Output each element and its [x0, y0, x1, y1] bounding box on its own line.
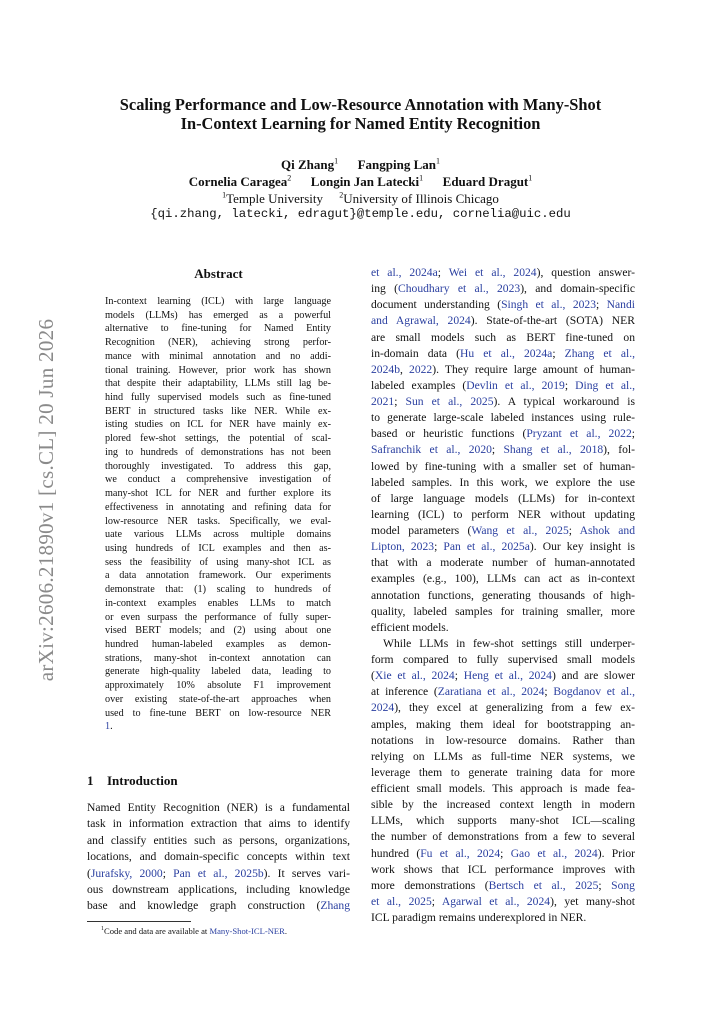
section-number: 1	[87, 773, 94, 788]
title-line: In-Context Learning for Named Entity Recognition	[180, 114, 541, 133]
text-span: ;	[552, 346, 565, 360]
text-line	[105, 501, 331, 515]
text-span: ;	[544, 685, 554, 699]
abstract-heading: Abstract	[194, 266, 243, 281]
text-span: annotation functions, generating thousands of high-	[371, 588, 635, 602]
text-line	[105, 528, 331, 542]
text-span: strations, many-shot in-context annotation can	[105, 652, 331, 664]
citation-link[interactable]: Shang et al., 2018	[503, 443, 604, 457]
text-line	[371, 652, 635, 668]
text-span: the number of demonstrations from a few to several	[371, 830, 635, 844]
text-span: ;	[568, 524, 580, 537]
text-span: ;	[596, 298, 607, 312]
citation-link[interactable]: 2021	[371, 395, 395, 408]
introduction-body-right	[371, 265, 635, 926]
text-span: plored few-shot settings, the potential of scal-	[105, 433, 331, 445]
text-span: .	[110, 721, 113, 733]
text-span: hundred human-labeled examples as demon-	[105, 638, 331, 650]
text-span: learning (ICL) to perform NER without updating	[371, 507, 635, 521]
text-span: thoroughly investigated. To address this gap,	[105, 460, 331, 472]
footnote	[101, 926, 287, 937]
citation-link[interactable]: 2024	[371, 701, 395, 715]
citation-link[interactable]: Wang et al., 2025	[471, 524, 569, 537]
text-line	[105, 377, 331, 391]
text-line	[105, 391, 331, 405]
affil-name: Temple University	[226, 191, 324, 206]
text-span: locations, and domain-specific concepts within text	[87, 850, 350, 864]
citation-link[interactable]: Wei et al., 2024	[448, 266, 537, 279]
text-line	[105, 707, 331, 721]
citation-link[interactable]: 2024b	[371, 362, 400, 376]
text-span: ). Prior	[597, 846, 635, 860]
footnote-rule	[87, 921, 191, 922]
text-span: work shows that ICL performance improves with	[371, 862, 635, 876]
text-span: ;	[598, 878, 612, 892]
text-span: ), and domain-specific	[520, 282, 635, 296]
text-span: in-domain data (	[371, 346, 461, 360]
introduction-body-left	[87, 800, 350, 915]
text-span: or even surpass the performance of fully super-	[105, 611, 331, 623]
text-line	[371, 330, 635, 346]
footnote-mark: 1	[101, 926, 104, 933]
citation-link[interactable]: Song	[611, 878, 635, 892]
text-span: vised BERT models; and (2) using about one	[105, 625, 331, 637]
text-span: sess the feasibility of using many-shot ICL as	[105, 556, 331, 568]
citation-link[interactable]: Pan et al., 2025a	[443, 540, 530, 554]
citation-link[interactable]: Zhang et al.,	[564, 346, 635, 360]
text-line	[105, 487, 331, 501]
text-span: isting studies on ICL for NER have mainly ex-	[105, 419, 331, 431]
text-span: ;	[394, 395, 406, 408]
text-span: LLMs, which supports many-shot ICL—scaling	[371, 814, 635, 828]
text-line	[105, 597, 331, 611]
author-affil-mark: 1	[436, 156, 440, 166]
citation-link[interactable]: Fu et al., 2024	[420, 846, 501, 860]
text-line	[371, 846, 635, 862]
arxiv-identifier: arXiv:2606.21890v1 [cs.CL] 20 Jun 2026	[34, 318, 58, 682]
citation-link[interactable]: Ding et al.,	[575, 378, 635, 392]
text-line	[371, 571, 635, 587]
footnote-text: Code and data are available at	[104, 926, 210, 936]
text-line	[105, 556, 331, 570]
text-span: and classify entities such as persons, organizations,	[87, 833, 350, 847]
text-span: hundred (	[371, 846, 421, 860]
text-span: ing to hundreds of demonstrations has not been	[105, 446, 331, 458]
text-span: ). A typical workaround is	[493, 395, 635, 408]
citation-link[interactable]: Pan et al., 2025b	[173, 866, 264, 880]
text-line	[371, 491, 635, 507]
text-line	[105, 473, 331, 487]
section-title: Introduction	[107, 773, 178, 788]
text-span: quality, labeled samples for training smaller, more	[371, 604, 635, 618]
author-block	[80, 156, 641, 190]
text-span: many-shot ICL for NER and further explore its	[105, 488, 331, 500]
text-span: a data annotation framework. Our experiments	[105, 570, 331, 582]
text-line	[371, 394, 635, 410]
text-line	[371, 555, 635, 571]
text-line	[105, 679, 331, 693]
text-span: base and knowledge graph construction (	[87, 899, 321, 913]
author-line	[80, 156, 641, 173]
citation-link[interactable]: Lipton, 2023	[371, 540, 435, 554]
text-span: generate high-quality labeled data, leading to	[105, 666, 331, 678]
text-line	[105, 583, 331, 597]
text-line	[105, 309, 331, 323]
text-span: models (LLMs) has emerged as a powerful	[105, 309, 331, 321]
text-span: ;	[437, 266, 449, 279]
citation-link[interactable]: Sun et al., 2025	[405, 395, 494, 408]
code-data-link[interactable]: Many-Shot-ICL-NER	[209, 926, 285, 936]
text-line	[87, 866, 350, 882]
text-span: leverage them to generate training data for more	[371, 765, 635, 779]
text-line	[371, 410, 635, 426]
citation-link[interactable]: Choudhary et al., 2023	[398, 282, 521, 296]
text-line	[105, 460, 331, 474]
text-span: approximately 10% absolute F1 improvement	[105, 680, 331, 692]
footnote-end: .	[284, 926, 288, 936]
affiliations	[80, 190, 641, 207]
text-span: efficient small models. This approach is made fea-	[371, 782, 635, 795]
text-line	[371, 668, 635, 684]
text-line	[87, 882, 350, 898]
text-line	[87, 898, 350, 914]
citation-link[interactable]: Devlin et al., 2019	[466, 378, 565, 392]
citation-link[interactable]: 1	[105, 721, 111, 733]
citation-link[interactable]: Zhang	[320, 899, 350, 913]
citation-link[interactable]: Jurafsky, 2000	[90, 866, 163, 880]
text-span: are small models such as BERT fine-tuned on	[371, 330, 635, 344]
text-line	[371, 265, 635, 281]
text-span: based or heuristic functions (	[371, 427, 527, 441]
citation-link[interactable]: Heng et al., 2024	[463, 669, 552, 683]
text-span: ;	[454, 669, 464, 683]
text-span: of large language models (LLMs) for in-context	[371, 491, 635, 505]
text-span: at inference (	[371, 685, 438, 699]
text-line	[371, 459, 635, 475]
text-span: ous downstream applications, including knowledge	[87, 883, 350, 897]
author-affil-mark: 1	[334, 156, 339, 166]
text-line	[105, 569, 331, 583]
text-span: ), yet many-shot	[550, 894, 635, 908]
text-line	[371, 604, 635, 620]
text-line	[371, 781, 635, 797]
author-affil-mark: 1	[528, 173, 533, 183]
text-span: document understanding (	[371, 298, 502, 312]
text-span: used to fine-tune BERT on low-resource NER	[105, 707, 331, 719]
citation-link[interactable]: and Agrawal, 2024	[371, 314, 471, 328]
text-span: to generate large-scale labeled instances using rule-	[371, 411, 635, 425]
text-line	[371, 813, 635, 829]
text-line	[87, 849, 350, 865]
text-line	[371, 346, 635, 362]
citation-link[interactable]: Safranchik et al., 2020	[371, 443, 492, 457]
text-span: labeled samples. In this work, we explore the use	[371, 475, 635, 489]
text-span: labeled examples (	[371, 378, 467, 392]
text-line	[105, 364, 331, 378]
text-line	[371, 749, 635, 765]
text-span: ICL paradigm remains underexplored in NER.	[371, 911, 587, 924]
text-span: in-context examples enables LLMs to match	[105, 597, 331, 609]
text-span: more demonstrations (	[371, 878, 489, 892]
text-line	[371, 281, 635, 297]
text-line	[105, 432, 331, 446]
text-span: (	[87, 866, 91, 880]
text-span: notations in low-resource domains. Rather than	[371, 733, 635, 747]
text-span: relying on LLMs as full-time NER systems, we	[371, 749, 635, 763]
text-line	[371, 475, 635, 491]
text-span: ,	[399, 362, 410, 376]
author-name: Qi Zhang	[280, 157, 335, 172]
text-span: over existing state-of-the-art approaches when	[105, 693, 331, 705]
text-line	[105, 624, 331, 638]
text-span: While LLMs in few-shot settings still underper-	[383, 636, 635, 650]
citation-link[interactable]: Bogdanov et al.,	[553, 685, 635, 699]
text-span: In-context learning (ICL) with large language	[105, 296, 331, 307]
affil-mark: 2	[339, 190, 344, 200]
title-line: Scaling Performance and Low-Resource Annotation with Many-Shot	[119, 95, 602, 114]
text-span: uate various LLMs across multiple domains	[105, 529, 331, 541]
citation-link[interactable]: Singh et al., 2023	[501, 298, 597, 312]
text-span: tional training. However, prior work has shown	[105, 364, 331, 376]
author-name: Cornelia Caragea	[188, 174, 288, 189]
text-line	[371, 910, 635, 926]
text-span: ) and are slower	[551, 669, 635, 683]
text-line	[105, 295, 331, 309]
text-span: model parameters (	[371, 524, 472, 537]
text-span: Named Entity Recognition (NER) is a fundamental	[87, 801, 350, 814]
text-line	[87, 800, 350, 816]
text-line	[105, 542, 331, 556]
text-span: sible by the increased context length in modern	[371, 798, 635, 812]
text-line	[105, 720, 331, 734]
text-span: examples (e.g., 100), LLMs can act as in-context	[371, 572, 635, 586]
text-span: alternative to fine-tuning for Named Entity	[105, 323, 331, 335]
text-line	[371, 539, 635, 555]
text-line	[105, 446, 331, 460]
text-line	[371, 765, 635, 781]
text-line	[105, 665, 331, 679]
text-line	[371, 894, 635, 910]
text-line	[371, 636, 635, 652]
paper-title	[80, 95, 641, 133]
text-span: task in information extraction that aims to identify	[87, 817, 350, 831]
text-line	[105, 336, 331, 350]
text-line	[105, 350, 331, 364]
text-line	[105, 418, 331, 432]
citation-link[interactable]: Bertsch et al., 2025	[488, 878, 599, 892]
text-span: demonstrate that: (1) scaling to hundreds of	[105, 584, 331, 596]
text-line	[105, 405, 331, 419]
author-line	[80, 173, 641, 190]
text-line	[105, 652, 331, 666]
author-name: Eduard Dragut	[442, 174, 529, 189]
text-span: low-resource NER tasks. Specifically, we eval-	[105, 515, 331, 527]
text-span: ing (	[371, 282, 398, 296]
text-span: ;	[434, 540, 444, 554]
text-span: ). Our key insight is	[529, 540, 635, 554]
text-line	[105, 693, 331, 707]
text-span: ;	[431, 894, 442, 908]
text-line	[105, 322, 331, 336]
citation-link[interactable]: Ashok and	[579, 524, 635, 537]
citation-link[interactable]: 2022	[409, 362, 433, 376]
text-line	[371, 684, 635, 700]
text-span: ;	[162, 866, 174, 880]
text-span: (	[371, 669, 375, 683]
text-span: efficient models.	[371, 620, 449, 634]
text-line	[371, 797, 635, 813]
text-line	[105, 611, 331, 625]
citation-link[interactable]: Pryzant et al., 2022	[526, 427, 632, 441]
affil-mark: 1	[222, 190, 227, 200]
text-line	[371, 862, 635, 878]
citation-link[interactable]: Zaratiana et al., 2024	[437, 685, 545, 699]
text-span: ). State-of-the-art (SOTA) NER	[470, 314, 635, 328]
text-span: form compared to fully supervised small models	[371, 653, 635, 666]
text-span: using hundreds of ICL examples and then as-	[105, 542, 331, 554]
abstract-body	[105, 295, 331, 734]
author-name: Fangping Lan	[357, 157, 436, 172]
text-line	[371, 700, 635, 716]
text-span: ), question answer-	[536, 266, 635, 279]
author-name: Longin Jan Latecki	[310, 174, 420, 189]
text-line	[371, 507, 635, 523]
text-line	[371, 733, 635, 749]
text-line	[371, 717, 635, 733]
text-line	[105, 515, 331, 529]
section-heading-introduction	[87, 773, 178, 789]
citation-link[interactable]: Xie et al., 2024	[374, 669, 455, 683]
text-span: that despite their adaptability, LLMs still lag be-	[105, 378, 331, 390]
text-span: ), they excel at generalizing from a few ex-	[394, 701, 635, 715]
text-line	[371, 829, 635, 845]
text-line	[371, 313, 635, 329]
text-span: Recognition (NER), achieving strong perfor-	[105, 337, 331, 349]
citation-link[interactable]: Nandi	[606, 298, 635, 312]
text-span: hind fully supervised models such as fine-tuned	[105, 392, 331, 404]
text-span: ;	[631, 427, 635, 441]
citation-link[interactable]: et al., 2024a	[371, 266, 438, 279]
affil-name: University of Illinois Chicago	[343, 191, 499, 206]
text-span: that with a moderate number of human-annotated	[371, 556, 635, 570]
text-line	[371, 426, 635, 442]
author-affil-mark: 1	[419, 173, 424, 183]
text-line	[371, 362, 635, 378]
text-span: amples, making them ideal for bootstrapping an-	[371, 717, 635, 731]
author-affil-mark: 2	[287, 173, 292, 183]
citation-link[interactable]: Agarwal et al., 2024	[441, 894, 551, 908]
text-span: ;	[564, 378, 576, 392]
text-line	[371, 588, 635, 604]
text-line	[87, 833, 350, 849]
text-line	[371, 297, 635, 313]
text-span: ). It serves vari-	[263, 866, 350, 880]
author-emails: {qi.zhang, latecki, edragut}@temple.edu, cornelia@uic.edu	[150, 207, 571, 221]
text-span: BERT in structured tasks like NER. While ex-	[105, 405, 331, 417]
text-span: effectiveness in annotating and refining data for	[105, 501, 331, 513]
citation-link[interactable]: Gao et al., 2024	[510, 846, 598, 860]
text-line	[87, 816, 350, 832]
citation-link[interactable]: et al., 2025	[371, 894, 432, 908]
text-span: we conduct a comprehensive investigation of	[105, 474, 331, 486]
citation-link[interactable]: Hu et al., 2024a	[460, 346, 553, 360]
text-line	[105, 638, 331, 652]
text-line	[371, 620, 635, 636]
text-line	[371, 378, 635, 394]
text-line	[371, 442, 635, 458]
text-span: ;	[500, 846, 511, 860]
text-span: ). They require large amount of human-	[432, 362, 635, 376]
text-span: ;	[491, 443, 504, 457]
text-span: ), fol-	[603, 443, 635, 457]
text-line	[371, 523, 635, 539]
text-span: lowed by fine-tuning with a smaller set of human-	[371, 459, 635, 473]
text-span: mance with minimal annotation and no addi-	[105, 350, 331, 362]
text-line	[371, 878, 635, 894]
